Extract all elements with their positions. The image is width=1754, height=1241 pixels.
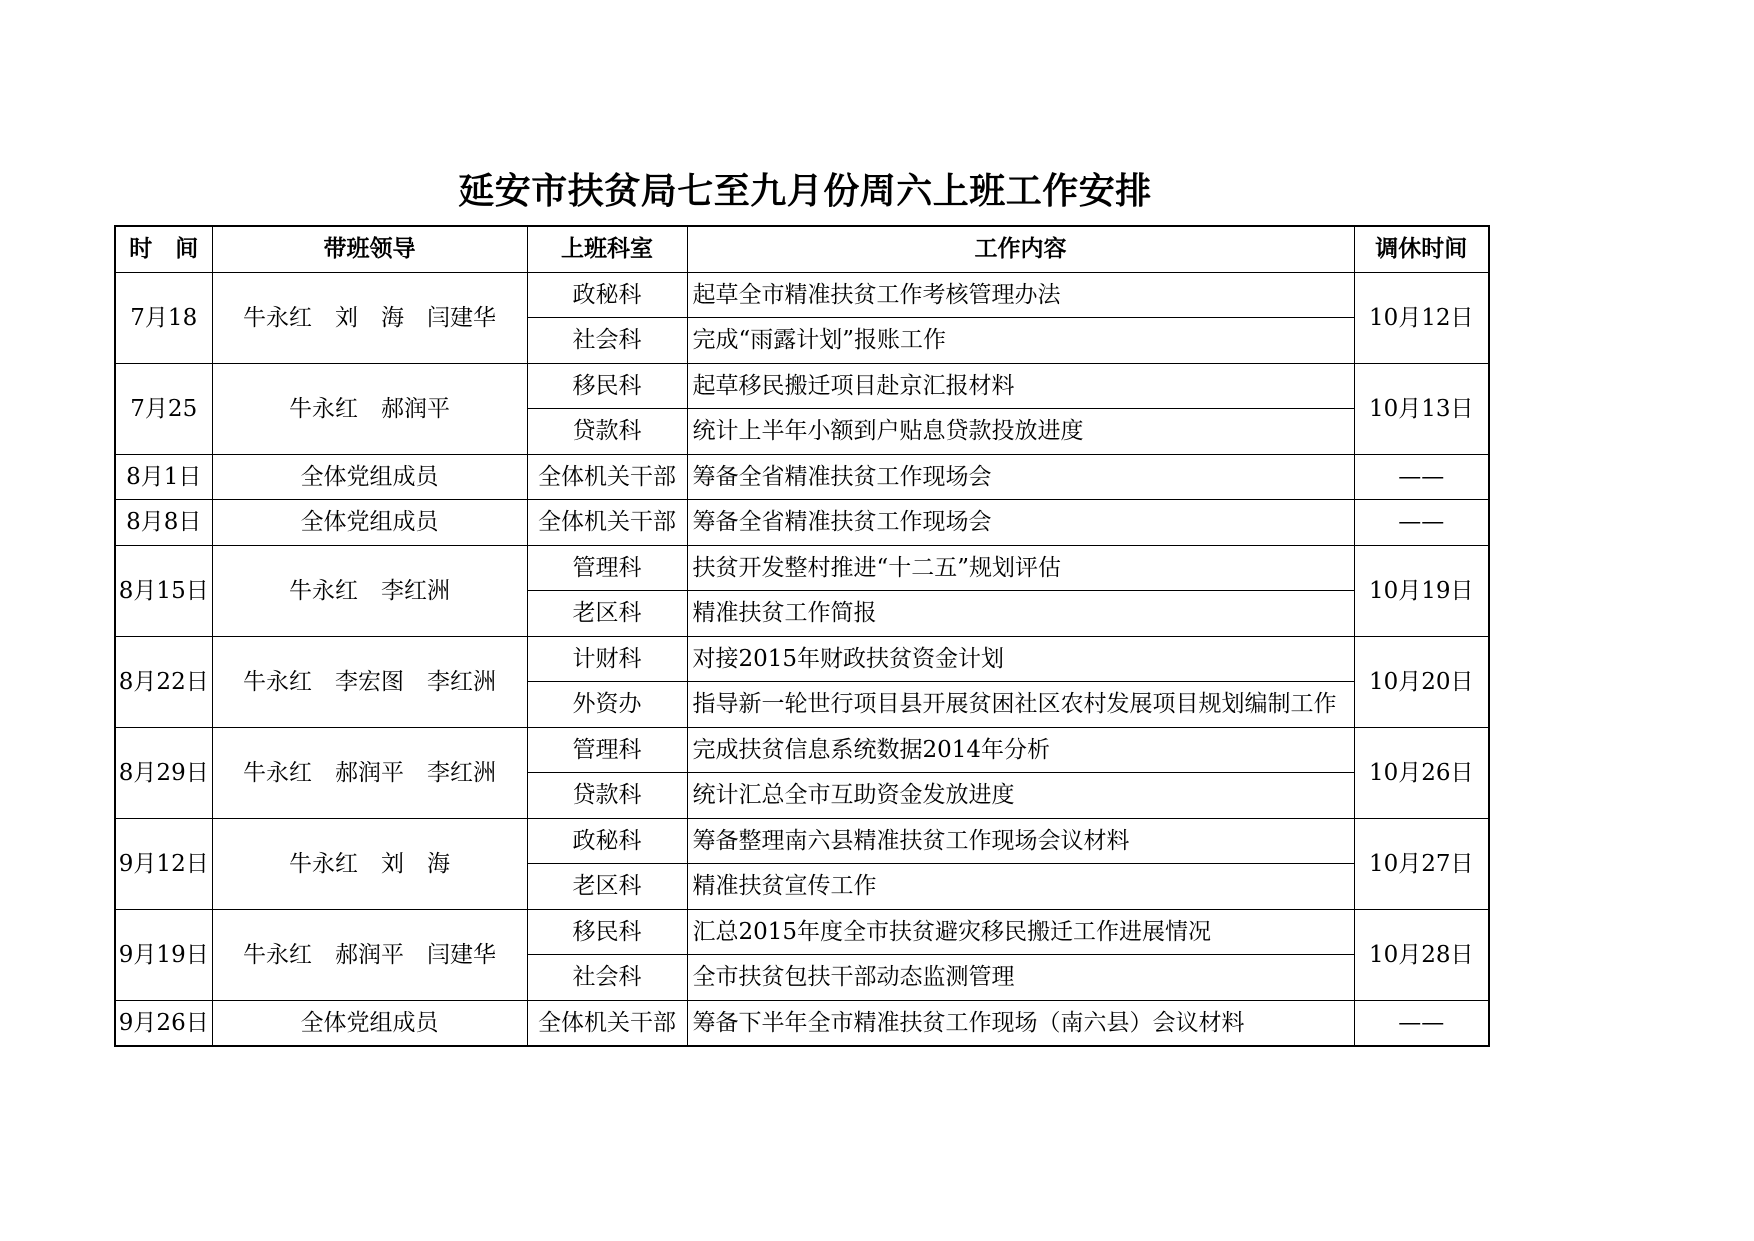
header-dept: 上班科室 (527, 226, 687, 272)
date-cell: 8月29日 (115, 727, 212, 818)
date-cell: 9月19日 (115, 909, 212, 1000)
leaders-cell: 牛永红 郝润平 闫建华 (212, 909, 527, 1000)
date-cell: 8月1日 (115, 454, 212, 500)
content-cell: 统计上半年小额到户贴息贷款投放进度 (687, 409, 1354, 455)
dept-cell: 贷款科 (527, 409, 687, 455)
dept-cell: 移民科 (527, 909, 687, 955)
leaders-cell: 全体党组成员 (212, 454, 527, 500)
content-cell: 筹备全省精准扶贫工作现场会 (687, 500, 1354, 546)
table-row (115, 818, 1489, 864)
dept-cell: 社会科 (527, 318, 687, 364)
dept-cell: 贷款科 (527, 773, 687, 819)
rest-cell: —— (1354, 454, 1489, 500)
page-title: 延安市扶贫局七至九月份周六上班工作安排 (458, 171, 1152, 212)
leaders-cell: 牛永红 郝润平 李红洲 (212, 727, 527, 818)
content-cell: 精准扶贫工作简报 (687, 591, 1354, 637)
dept-cell: 全体机关干部 (527, 454, 687, 500)
date-cell: 9月12日 (115, 818, 212, 909)
leaders-cell: 牛永红 李宏图 李红洲 (212, 636, 527, 727)
date-cell: 7月25 (115, 363, 212, 454)
rest-cell: 10月28日 (1354, 909, 1489, 1000)
schedule-table (114, 225, 1490, 1047)
content-cell: 起草移民搬迁项目赴京汇报材料 (687, 363, 1354, 409)
rest-cell: 10月19日 (1354, 545, 1489, 636)
table-row (115, 636, 1489, 682)
leaders-cell: 全体党组成员 (212, 1000, 527, 1046)
content-cell: 筹备全省精准扶贫工作现场会 (687, 454, 1354, 500)
content-cell: 扶贫开发整村推进“十二五”规划评估 (687, 545, 1354, 591)
dept-cell: 政秘科 (527, 272, 687, 318)
dept-cell: 全体机关干部 (527, 500, 687, 546)
table-row (115, 454, 1489, 500)
table-row (115, 909, 1489, 955)
header-rest: 调休时间 (1354, 226, 1489, 272)
date-cell: 8月15日 (115, 545, 212, 636)
header-leader: 带班领导 (212, 226, 527, 272)
content-cell: 完成扶贫信息系统数据2014年分析 (687, 727, 1354, 773)
leaders-cell: 全体党组成员 (212, 500, 527, 546)
header-time: 时 间 (115, 226, 212, 272)
dept-cell: 外资办 (527, 682, 687, 728)
dept-cell: 管理科 (527, 545, 687, 591)
leaders-cell: 牛永红 刘 海 (212, 818, 527, 909)
table-row (115, 500, 1489, 546)
date-cell: 8月22日 (115, 636, 212, 727)
content-cell: 完成“雨露计划”报账工作 (687, 318, 1354, 364)
leaders-cell: 牛永红 刘 海 闫建华 (212, 272, 527, 363)
rest-cell: 10月13日 (1354, 363, 1489, 454)
table-header-row (115, 226, 1489, 272)
content-cell: 全市扶贫包扶干部动态监测管理 (687, 955, 1354, 1001)
rest-cell: —— (1354, 500, 1489, 546)
dept-cell: 全体机关干部 (527, 1000, 687, 1046)
table-row (115, 545, 1489, 591)
dept-cell: 老区科 (527, 864, 687, 910)
dept-cell: 移民科 (527, 363, 687, 409)
content-cell: 筹备下半年全市精准扶贫工作现场（南六县）会议材料 (687, 1000, 1354, 1046)
table-row (115, 363, 1489, 409)
leaders-cell: 牛永红 郝润平 (212, 363, 527, 454)
table-row (115, 272, 1489, 318)
content-cell: 统计汇总全市互助资金发放进度 (687, 773, 1354, 819)
content-cell: 精准扶贫宣传工作 (687, 864, 1354, 910)
dept-cell: 政秘科 (527, 818, 687, 864)
rest-cell: 10月12日 (1354, 272, 1489, 363)
dept-cell: 管理科 (527, 727, 687, 773)
content-cell: 筹备整理南六县精准扶贫工作现场会议材料 (687, 818, 1354, 864)
rest-cell: 10月27日 (1354, 818, 1489, 909)
dept-cell: 社会科 (527, 955, 687, 1001)
rest-cell: 10月20日 (1354, 636, 1489, 727)
rest-cell: 10月26日 (1354, 727, 1489, 818)
dept-cell: 老区科 (527, 591, 687, 637)
date-cell: 8月8日 (115, 500, 212, 546)
content-cell: 指导新一轮世行项目县开展贫困社区农村发展项目规划编制工作 (687, 682, 1354, 728)
header-content: 工作内容 (687, 226, 1354, 272)
rest-cell: —— (1354, 1000, 1489, 1046)
table-row (115, 1000, 1489, 1046)
content-cell: 对接2015年财政扶贫资金计划 (687, 636, 1354, 682)
content-cell: 汇总2015年度全市扶贫避灾移民搬迁工作进展情况 (687, 909, 1354, 955)
dept-cell: 计财科 (527, 636, 687, 682)
content-cell: 起草全市精准扶贫工作考核管理办法 (687, 272, 1354, 318)
table-row (115, 727, 1489, 773)
date-cell: 7月18 (115, 272, 212, 363)
date-cell: 9月26日 (115, 1000, 212, 1046)
leaders-cell: 牛永红 李红洲 (212, 545, 527, 636)
